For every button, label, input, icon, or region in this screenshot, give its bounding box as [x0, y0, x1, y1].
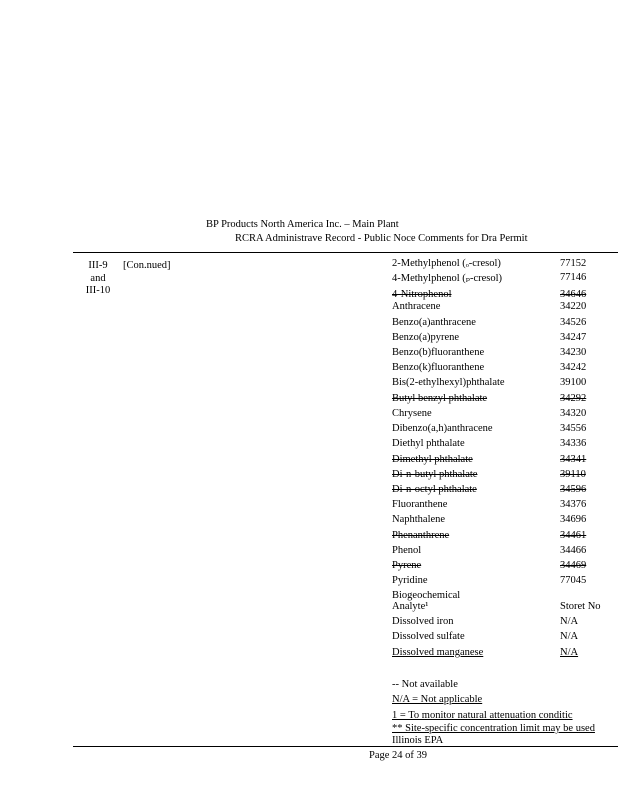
- analyte-name: Dissolved iron: [392, 616, 454, 627]
- storet-code: 34220: [560, 301, 587, 312]
- analyte-name: Phenanthrene: [392, 530, 450, 541]
- storet-code: 34242: [560, 362, 587, 373]
- storet-code: 34596: [560, 484, 587, 495]
- storet-code: 34469: [560, 560, 587, 571]
- section-id-line: and: [90, 272, 106, 284]
- storet-code: 34336: [560, 438, 587, 449]
- analyte-name: Bis(2-ethylhexyl)phthalate: [392, 377, 505, 388]
- storet-code: 34526: [560, 317, 587, 328]
- analyte-name: 4-Nitrophenol: [392, 289, 452, 300]
- storet-code: 34646: [560, 289, 587, 300]
- storet-code: 34696: [560, 514, 587, 525]
- analyte-name: Benzo(b)fluoranthene: [392, 347, 485, 358]
- bottom-rule: [73, 746, 618, 747]
- storet-code: 34320: [560, 408, 587, 419]
- analyte-name: Fluoranthene: [392, 499, 448, 510]
- section-id: [84, 260, 112, 298]
- analyte-name: Dimethyl phthalate: [392, 454, 473, 465]
- analyte-name: Pyrene: [392, 560, 422, 571]
- analyte-name: 2-Methylphenol (ₒ-cresol): [392, 258, 501, 269]
- storet-code: 77146: [560, 272, 587, 283]
- analyte-name: Analyte¹: [392, 601, 429, 612]
- storet-code: 34292: [560, 393, 587, 404]
- section-id-line: III-9: [88, 260, 108, 271]
- analyte-name: Phenol: [392, 545, 422, 556]
- storet-code: N/A: [560, 647, 579, 658]
- analyte-name: Benzo(a)pyrene: [392, 332, 460, 343]
- analyte-name: 4-Methylphenol (ₚ-cresol): [392, 273, 503, 284]
- storet-code: Storet No: [560, 601, 601, 612]
- storet-code: 34461: [560, 530, 587, 541]
- document-header-title: BP Products North America Inc. – Main Plant: [206, 219, 399, 230]
- storet-code: N/A: [560, 631, 579, 642]
- storet-code: N/A: [560, 616, 579, 627]
- analyte-name: Pyridine: [392, 575, 428, 586]
- storet-code: 34230: [560, 347, 587, 358]
- note-line: -- Not available: [392, 679, 458, 690]
- top-rule: [73, 252, 618, 253]
- analyte-name: Di-n-octyl phthalate: [392, 484, 477, 495]
- storet-code: 34466: [560, 545, 587, 556]
- storet-code: 77152: [560, 258, 587, 269]
- analyte-name: Butyl benzyl phthalate: [392, 393, 488, 404]
- analyte-name: Biogeochemical: [392, 590, 461, 601]
- analyte-name: Di-n-butyl phthalate: [392, 469, 478, 480]
- analyte-name: Naphthalene: [392, 514, 446, 525]
- storet-code: 34341: [560, 454, 587, 465]
- page-number: Page 24 of 39: [369, 750, 428, 761]
- analyte-name: Anthracene: [392, 301, 441, 312]
- analyte-name: Dibenzo(a,h)anthracene: [392, 423, 493, 434]
- continued-label: [Con.nued]: [123, 260, 171, 271]
- analyte-name: Chrysene: [392, 408, 432, 419]
- analyte-name: Diethyl phthalate: [392, 438, 465, 449]
- analyte-name: Dissolved sulfate: [392, 631, 465, 642]
- storet-code: 77045: [560, 575, 587, 586]
- storet-code: 39100: [560, 377, 587, 388]
- document-header-subtitle: RCRA Administrave Record - Public Noce Comments for Dra Permit: [235, 233, 528, 244]
- note-line: N/A = Not applicable: [392, 694, 483, 705]
- storet-code: 34556: [560, 423, 587, 434]
- analyte-name: Benzo(a)anthracene: [392, 317, 476, 328]
- storet-code: 34247: [560, 332, 587, 343]
- analyte-name: Dissolved manganese: [392, 647, 484, 658]
- analyte-name: Benzo(k)fluoranthene: [392, 362, 485, 373]
- storet-code: 34376: [560, 499, 587, 510]
- section-id-line: III-10: [85, 285, 111, 296]
- note-line: Illinois EPA: [392, 735, 444, 746]
- storet-code: 39110: [560, 469, 586, 480]
- note-line: ** Site-specific concentration limit may be used: [392, 723, 595, 734]
- note-line: 1 = To monitor natural attenuation conditic: [392, 710, 573, 721]
